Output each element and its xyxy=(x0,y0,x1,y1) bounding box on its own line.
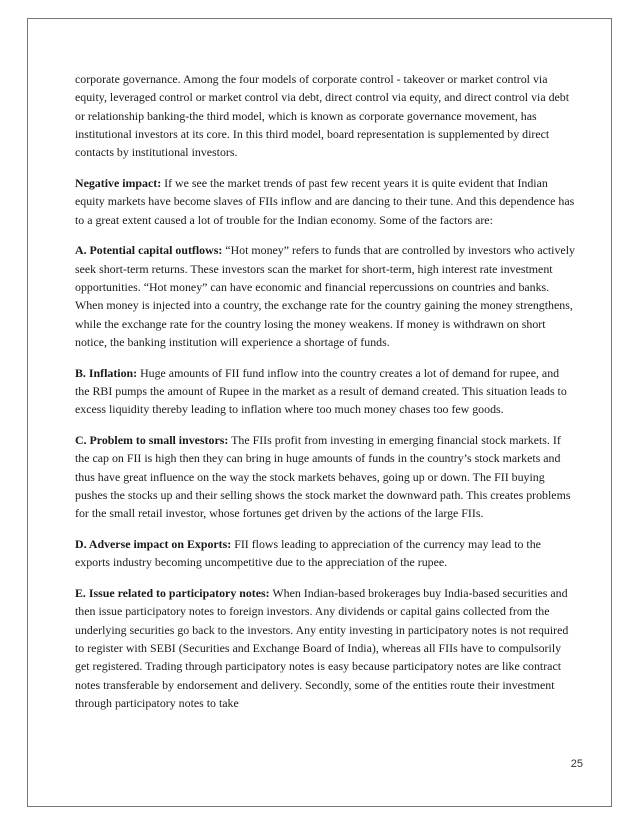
paragraph-inflation xyxy=(75,364,575,419)
paragraph-text: When Indian-based brokerages buy India-based securities and then issue participatory notes to foreign investors. Any dividends or capital gains collected from the underlying securities go back to the investors. Any entity investing in participatory notes is not required to register with SEBI (Securities and Exchange Board of India), whereas all FIIs have to compulsorily get registered. Trading through participatory notes is easy because participatory notes are like contract notes transferable by endorsement and delivery. Secondly, some of the entities route their investment through participatory notes to take xyxy=(75,586,569,710)
paragraph-heading: E. Issue related to participatory notes: xyxy=(75,586,270,601)
paragraph-corporate-governance xyxy=(75,70,575,161)
page-number: 25 xyxy=(570,758,583,770)
paragraph-heading: C. Problem to small investors: xyxy=(75,433,229,448)
paragraph-participatory-notes xyxy=(75,584,575,712)
paragraph-heading: B. Inflation: xyxy=(75,365,138,380)
paragraph-capital-outflows xyxy=(75,241,575,351)
paragraph-heading: D. Adverse impact on Exports: xyxy=(75,537,232,552)
paragraph-heading: Negative impact: xyxy=(75,175,162,190)
paragraph-small-investors xyxy=(75,431,575,522)
paragraph-text: FII flows leading to appreciation of the currency may lead to the exports industry becoming uncompetitive due to the appreciation of the rupee. xyxy=(75,537,541,570)
document-body xyxy=(75,70,575,712)
paragraph-text: If we see the market trends of past few recent years it is quite evident that Indian equity markets have become slaves of FIIs inflow and are dancing to their tune. And this dependence has to a great extent caused a lot of trouble for the Indian economy. Some of the factors are: xyxy=(75,175,575,227)
paragraph-text: “Hot money” refers to funds that are controlled by investors who actively seek short-term returns. These investors scan the market for short-term, high interest rate investment opportunities. “Hot money” can have economic and financial repercussions on countries and banks. When money is injected into a country, the exchange rate for the country gaining the money strengthens, while the exchange rate for the country losing the money weakens. If money is withdrawn on short notice, the banking institution will experience a shortage of funds. xyxy=(75,243,575,349)
paragraph-heading: A. Potential capital outflows: xyxy=(75,243,223,258)
paragraph-text: corporate governance. Among the four models of corporate control - takeover or market control via equity, leveraged control or market control via debt, direct control via equity, and direct control via debt or relationship banking-the third model, which is known as corporate governance movement, has institutional investors at its core. In this third model, board representation is supplemented by direct contacts by institutional investors. xyxy=(75,72,570,160)
paragraph-text: The FIIs profit from investing in emerging financial stock markets. If the cap on FII is high then they can bring in huge amounts of funds in the country’s stock markets and thus have great influence on the way the stock markets behaves, going up or down. The FII buying pushes the stocks up and their selling shows the stock market the downward path. This creates problems for the small retail investor, whose fortunes get driven by the actions of the large FIIs. xyxy=(75,433,571,521)
paragraph-negative-impact xyxy=(75,174,575,229)
paragraph-text: Huge amounts of FII fund inflow into the country creates a lot of demand for rupee, and the RBI pumps the amount of Rupee in the market as a result of demand created. This situation leads to excess liquidity thereby leading to inflation where too much money chases too few goods. xyxy=(75,365,567,417)
paragraph-exports xyxy=(75,535,575,572)
